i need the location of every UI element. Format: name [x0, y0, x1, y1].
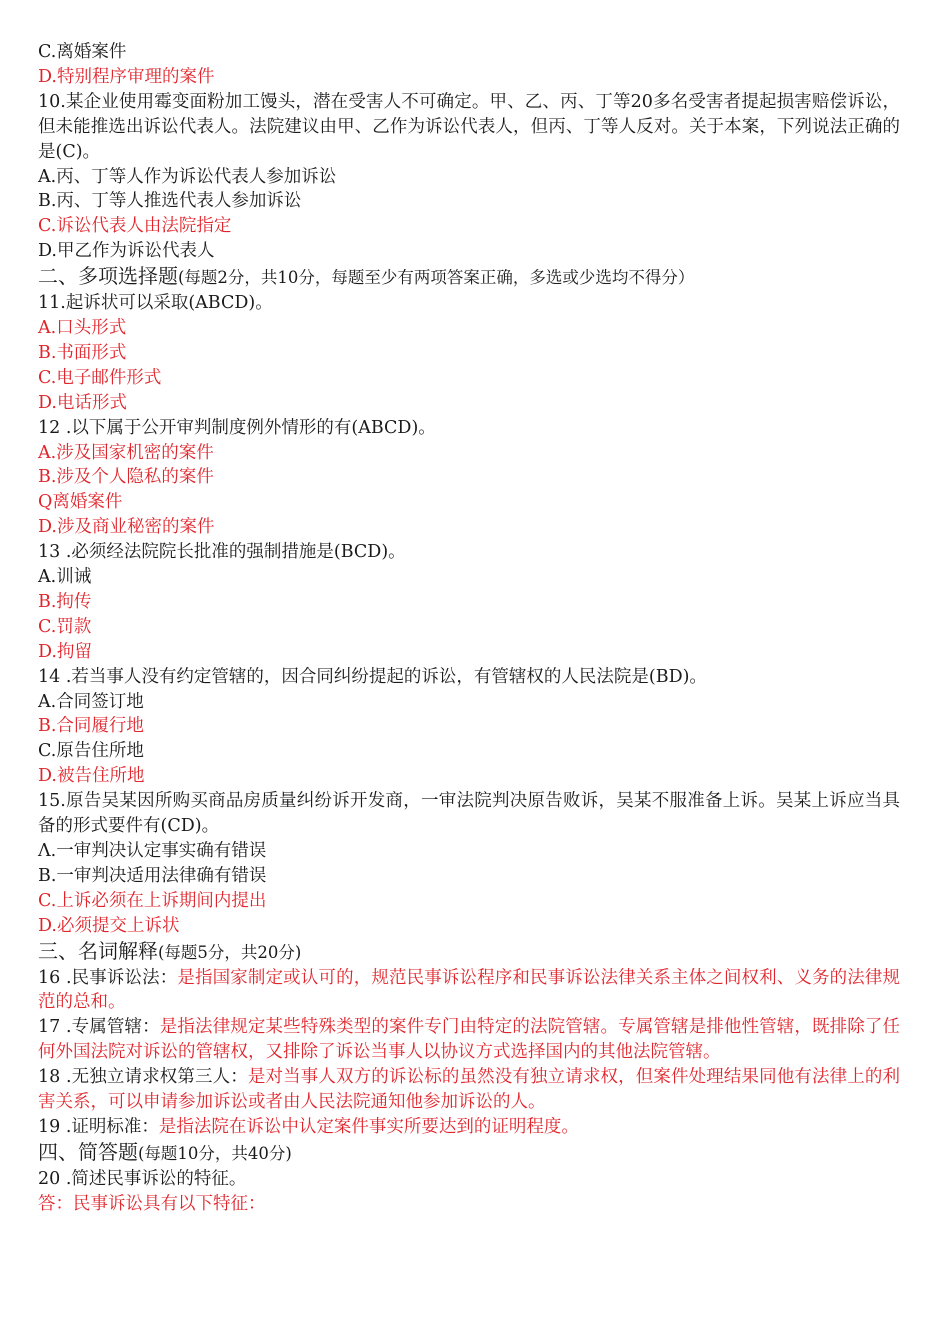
- q16-term: 16 .民事诉讼法：: [38, 967, 178, 988]
- q15-option-c-answer: C.上诉必须在上诉期间内提出: [38, 890, 267, 911]
- question-15-stem: 15.原告吴某因所购买商品房质量纠纷诉开发商，一审法院判决原告败诉，吴某不服准备上诉。吴某上诉应当具备的形式要件有(CD)。: [38, 791, 900, 837]
- question-17: [38, 1015, 900, 1065]
- q18-term: 18 .无独立请求权第三人：: [38, 1067, 248, 1088]
- question-19: [38, 1115, 900, 1140]
- section-4-heading: [38, 1140, 900, 1167]
- q11-option-d-answer: D.电话形式: [38, 392, 127, 413]
- q10-option-b: B.丙、丁等人推选代表人参加诉讼: [38, 191, 302, 212]
- q16-answer: 是指国家制定或认可的，规范民事诉讼程序和民事诉讼法律关系主体之间权利、义务的法律规范的总和。: [38, 967, 900, 1013]
- q14-option-b-answer: B.合同履行地: [38, 716, 144, 737]
- section-2-title: 二、多项选择题: [38, 264, 178, 289]
- q11-option-b-answer: B.书面形式: [38, 342, 127, 363]
- option-d-answer: D.特别程序审理的案件: [38, 66, 215, 87]
- q10-option-a: A.丙、丁等人作为诉讼代表人参加诉讼: [38, 166, 337, 187]
- question-16: [38, 966, 900, 1016]
- q13-option-d-answer: D.拘留: [38, 641, 92, 662]
- q15-option-a: Λ.一审判决认定事实确有错误: [38, 841, 267, 861]
- q18-answer: 是对当事人双方的诉讼标的虽然没有独立请求权，但案件处理结果同他有法律上的利害关系，可以申请参加诉讼或者由人民法院通知他参加诉讼的人。: [38, 1067, 900, 1113]
- section-2-heading: [38, 264, 900, 291]
- q20-answer-intro: 答：民事诉讼具有以下特征：: [38, 1193, 266, 1214]
- question-13-stem: 13 .必须经法院院长批准的强制措施是(BCD)。: [38, 542, 406, 563]
- question-11-stem: 11.起诉状可以采取(ABCD)。: [38, 293, 273, 314]
- q19-term: 19 .证明标准：: [38, 1116, 159, 1137]
- q13-option-b-answer: B.拘传: [38, 591, 92, 612]
- question-20-stem: 20 .简述民事诉讼的特征。: [38, 1168, 247, 1189]
- option-c: C.离婚案件: [38, 42, 127, 62]
- q13-option-a: A.训诫: [38, 567, 92, 588]
- q15-option-b: B.一审判决适用法律确有错误: [38, 865, 267, 886]
- q14-option-d-answer: D.被告住所地: [38, 766, 145, 787]
- section-3-heading: [38, 939, 900, 966]
- question-12-stem: 12 .以下属于公开审判制度例外情形的有(ABCD)。: [38, 417, 436, 438]
- q17-answer: 是指法律规定某些特殊类型的案件专门由特定的法院管辖。专属管辖是排他性管辖，既排除了任何外国法院对诉讼的管辖权，又排除了诉讼当事人以协议方式选择国内的其他法院管辖。: [38, 1017, 900, 1063]
- section-2-note: (每题2分，共10分，每题至少有两项答案正确，多选或少选均不得分）: [178, 268, 695, 288]
- section-4-title: 四、简答题: [38, 1139, 138, 1164]
- section-4-note: (每题10分，共40分): [138, 1143, 292, 1163]
- q15-option-d-answer: D.必须提交上诉状: [38, 915, 180, 936]
- q13-option-c-answer: C.罚款: [38, 616, 92, 637]
- section-3-title: 三、名词解释: [38, 938, 158, 963]
- question-14-stem: 14 .若当事人没有约定管辖的，因合同纠纷提起的诉讼，有管辖权的人民法院是(BD)。: [38, 666, 707, 687]
- question-10-stem: 10.某企业使用霉变面粉加工馒头，潜在受害人不可确定。甲、乙、丙、丁等20多名受害者提起损害赔偿诉讼，但未能推选出诉讼代表人。法院建议由甲、乙作为诉讼代表人，但丙、丁等人反对。关于本案，下列说法正确的是(C)。: [38, 91, 900, 162]
- q19-answer: 是指法院在诉讼中认定案件事实所要达到的证明程度。: [158, 1116, 579, 1137]
- q14-option-a: A.合同签订地: [38, 691, 144, 712]
- q12-option-a-answer: A.涉及国家机密的案件: [38, 442, 214, 463]
- q12-option-c-answer: Q离婚案件: [38, 492, 123, 513]
- q10-option-c-answer: C.诉讼代表人由法院指定: [38, 216, 232, 237]
- q11-option-c-answer: C.电子邮件形式: [38, 367, 162, 388]
- question-18: [38, 1065, 900, 1115]
- q12-option-d-answer: D.涉及商业秘密的案件: [38, 517, 215, 538]
- document-page: [38, 40, 900, 1217]
- q14-option-c: C.原告住所地: [38, 741, 144, 762]
- q12-option-b-answer: B.涉及个人隐私的案件: [38, 467, 214, 488]
- q11-option-a-answer: A.口头形式: [38, 317, 127, 338]
- q10-option-d: D.甲乙作为诉讼代表人: [38, 241, 215, 262]
- section-3-note: (每题5分，共20分): [158, 942, 302, 962]
- q17-term: 17 .专属管辖：: [38, 1017, 160, 1038]
